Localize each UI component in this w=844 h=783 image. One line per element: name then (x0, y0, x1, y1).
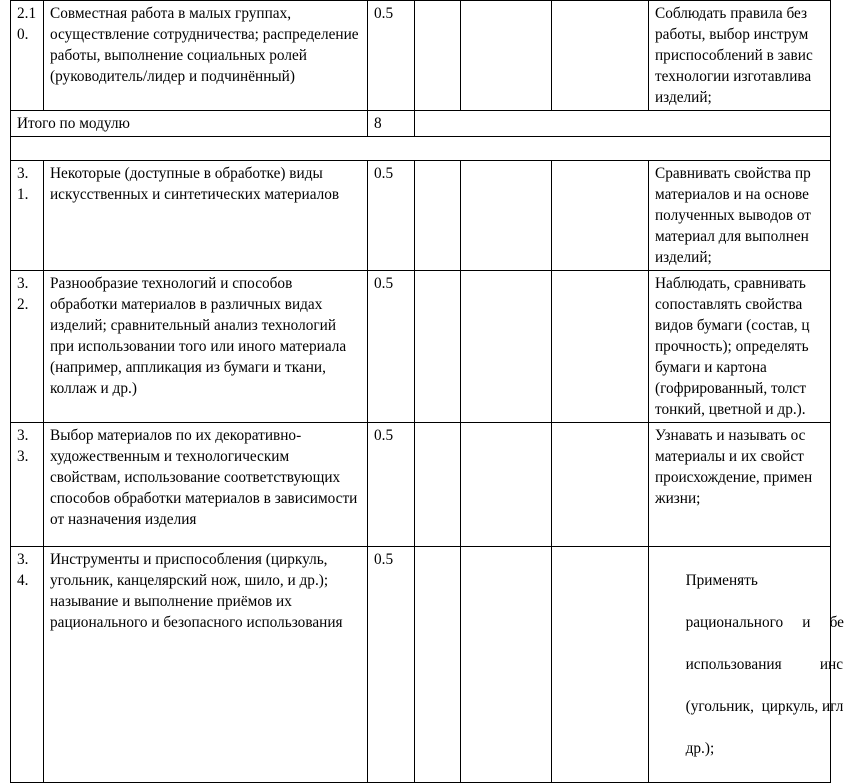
activity-line: технологии изготавлива (655, 68, 812, 85)
activity-cell (649, 423, 831, 547)
empty-cell (461, 423, 552, 547)
activity-line: Узнавать и называть ос (655, 427, 806, 444)
activity-line: Применять (685, 572, 758, 589)
activity-line: видов бумаги (состав, ц (655, 317, 810, 334)
activity-line: рационального и бе (685, 614, 844, 631)
table-row (11, 271, 831, 423)
row-number-cell: 3.2. (11, 271, 44, 423)
table-row (11, 161, 831, 271)
activity-line: изделий; (655, 89, 712, 106)
activity-line: полученных выводов от (655, 207, 811, 224)
row-number-cell: 3.3. (11, 423, 44, 547)
topic-cell: Совместная работа в малых группах, осуществление сотрудничества; распределение работы, выполнение социальных ролей (руководитель/лидер и подчинённый) (44, 1, 368, 111)
activity-line: использования инс (685, 656, 844, 673)
table-row (11, 1, 831, 111)
activity-line: происхождение, примен (655, 469, 813, 486)
empty-cell (415, 547, 461, 783)
empty-cell (552, 423, 649, 547)
row-number-cell: 3.4. (11, 547, 44, 783)
empty-cell (415, 1, 461, 111)
activity-line: тонкий, цветной и др.). (655, 401, 806, 418)
empty-cell (461, 271, 552, 423)
empty-cell (11, 137, 831, 161)
activity-cell (649, 271, 831, 423)
activity-line: сопоставлять свойства (655, 296, 803, 313)
activity-line: бумаги и картона (655, 359, 767, 376)
activity-line: Сравнивать свойства пр (655, 165, 811, 182)
activity-line: материал для выполнен (655, 228, 809, 245)
activity-line: (гофрированный, толст (655, 380, 807, 397)
empty-cell (415, 161, 461, 271)
empty-cell (552, 271, 649, 423)
topic-cell: Выбор материалов по их декоративно-художественным и технологическим свойствам, использование соответствующих способов обработки материалов в зависимости от назначения изделия (44, 423, 368, 547)
activity-line: материалы и их свойст (655, 448, 804, 465)
activity-line: жизни; (655, 490, 701, 507)
activity-line: приспособлений в завис (655, 47, 813, 64)
module-total-row (11, 111, 831, 137)
activity-cell (649, 1, 831, 111)
activity-line: материалов и на основе (655, 186, 809, 203)
table-row (11, 547, 831, 783)
hours-cell: 0.5 (368, 271, 415, 423)
activity-line: работы, выбор инструм (655, 26, 809, 43)
empty-cell (415, 111, 831, 137)
blank-row (11, 137, 831, 161)
empty-cell (461, 547, 552, 783)
activity-line: прочность); определять (655, 338, 809, 355)
activity-line: изделий; (655, 249, 712, 266)
hours-cell: 0.5 (368, 423, 415, 547)
empty-cell (552, 547, 649, 783)
activity-line: др.); (685, 740, 715, 757)
empty-cell (552, 1, 649, 111)
activity-line: (угольник, циркуль, игл (685, 698, 844, 715)
activity-line: Наблюдать, сравнивать (655, 275, 806, 292)
activity-line: Соблюдать правила без (655, 5, 808, 22)
hours-cell: 0.5 (368, 547, 415, 783)
topic-cell: Инструменты и приспособления (циркуль, угольник, канцелярский нож, шило, и др.); называние и выполнение приёмов их рационального и безопасного использования (44, 547, 368, 783)
empty-cell (461, 1, 552, 111)
hours-cell: 0.5 (368, 161, 415, 271)
row-number-cell: 3.1. (11, 161, 44, 271)
empty-cell (552, 161, 649, 271)
module-total-hours: 8 (368, 111, 415, 137)
empty-cell (415, 423, 461, 547)
table-row (11, 423, 831, 547)
empty-cell (461, 161, 552, 271)
activity-cell (649, 547, 844, 783)
activity-cell (649, 161, 831, 271)
hours-cell: 0.5 (368, 1, 415, 111)
empty-cell (415, 271, 461, 423)
topic-cell: Некоторые (доступные в обработке) виды искусственных и синтетических материалов (44, 161, 368, 271)
module-total-label: Итого по модулю (11, 111, 368, 137)
curriculum-table (10, 0, 844, 783)
topic-cell: Разнообразие технологий и способов обработки материалов в различных видах изделий; сравнительный анализ технологий при использовании того или иного материала (например, аппликация из бумаги и ткани, коллаж и др.) (44, 271, 368, 423)
row-number-cell: 2.10. (11, 1, 44, 111)
